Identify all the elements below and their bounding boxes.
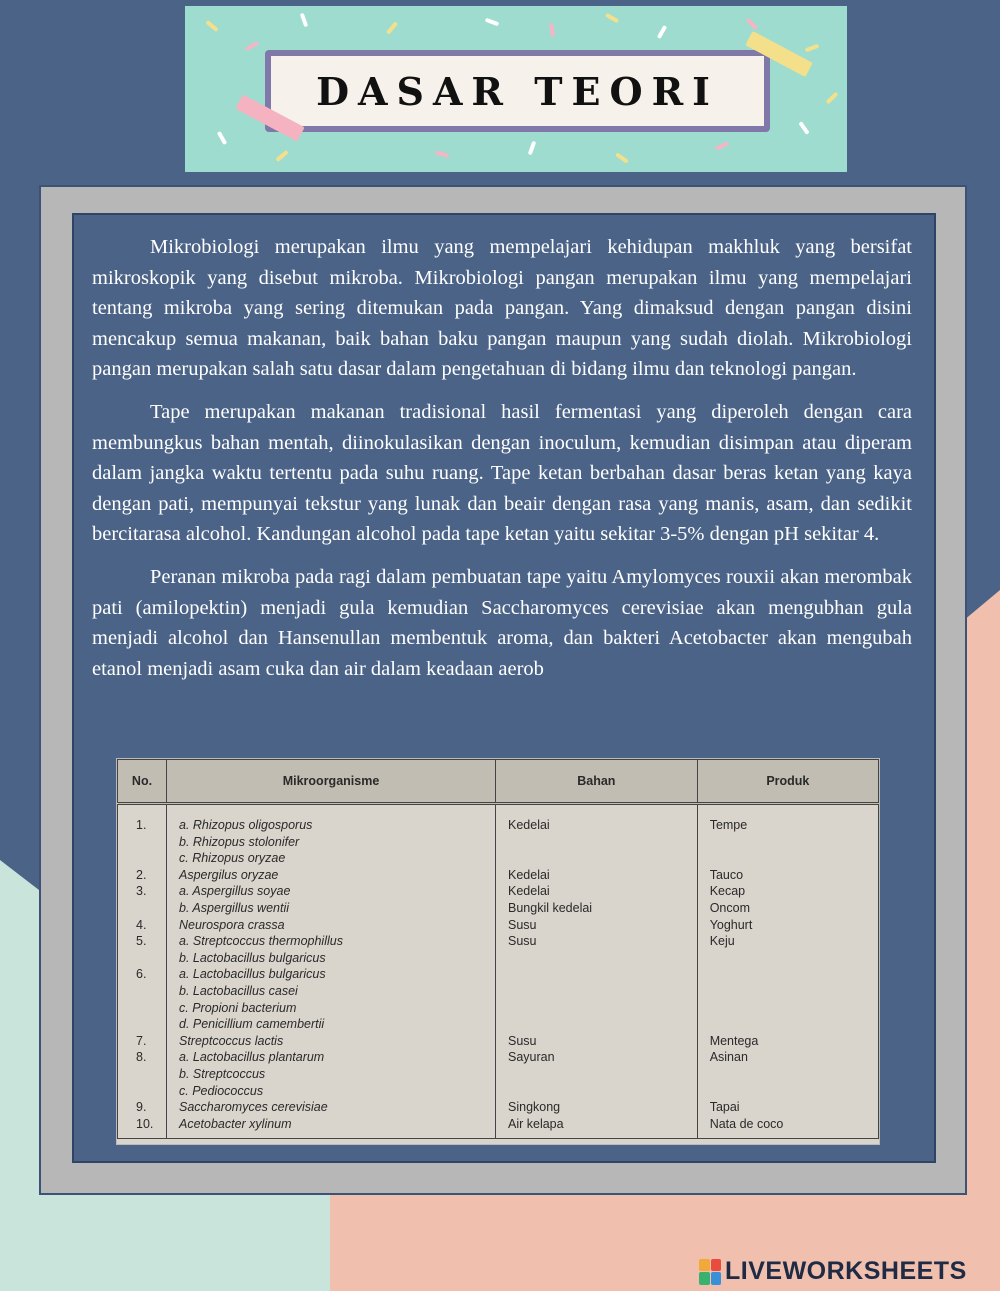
liveworksheets-mark-icon — [699, 1259, 721, 1285]
cell-produk — [697, 983, 878, 1000]
cell-produk: Tempe — [697, 804, 878, 834]
cell-bahan: Susu — [496, 933, 698, 950]
cell-organism: b. Lactobacillus casei — [167, 983, 496, 1000]
table-row — [118, 804, 879, 834]
cell-bahan: Kedelai — [496, 883, 698, 900]
cell-produk: Nata de coco — [697, 1116, 878, 1139]
cell-no: 10. — [118, 1116, 167, 1139]
cell-organism: a. Streptcoccus thermophillus — [167, 933, 496, 950]
cell-no — [118, 1000, 167, 1017]
cell-produk: Tapai — [697, 1099, 878, 1116]
cell-produk: Mentega — [697, 1033, 878, 1050]
cell-bahan — [496, 1083, 698, 1100]
table-header-produk: Produk — [697, 760, 878, 804]
cell-produk — [697, 834, 878, 851]
cell-organism: b. Aspergillus wentii — [167, 900, 496, 917]
cell-bahan — [496, 1066, 698, 1083]
table-row — [118, 966, 879, 983]
cell-no: 5. — [118, 933, 167, 950]
cell-bahan: Kedelai — [496, 804, 698, 834]
cell-no — [118, 1016, 167, 1033]
cell-organism: a. Lactobacillus bulgaricus — [167, 966, 496, 983]
cell-bahan: Bungkil kedelai — [496, 900, 698, 917]
cell-produk — [697, 1000, 878, 1017]
cell-produk: Kecap — [697, 883, 878, 900]
table-row — [118, 950, 879, 967]
body-text — [92, 232, 912, 696]
cell-bahan: Kedelai — [496, 867, 698, 884]
cell-bahan: Air kelapa — [496, 1116, 698, 1139]
cell-bahan — [496, 983, 698, 1000]
cell-no — [118, 950, 167, 967]
cell-organism: Saccharomyces cerevisiae — [167, 1099, 496, 1116]
cell-organism: a. Rhizopus oligosporus — [167, 804, 496, 834]
cell-no — [118, 1066, 167, 1083]
table-row — [118, 1083, 879, 1100]
table-row — [118, 900, 879, 917]
table-row — [118, 983, 879, 1000]
cell-organism: b. Streptcoccus — [167, 1066, 496, 1083]
cell-organism: b. Rhizopus stolonifer — [167, 834, 496, 851]
cell-produk — [697, 950, 878, 967]
cell-produk: Oncom — [697, 900, 878, 917]
cell-organism: d. Penicillium camembertii — [167, 1016, 496, 1033]
table-row — [118, 933, 879, 950]
cell-organism: a. Aspergillus soyae — [167, 883, 496, 900]
table-row — [118, 867, 879, 884]
cell-bahan: Sayuran — [496, 1049, 698, 1066]
cell-bahan — [496, 950, 698, 967]
page-title: DASAR TEORI — [316, 68, 719, 114]
cell-bahan — [496, 834, 698, 851]
cell-organism: Streptcoccus lactis — [167, 1033, 496, 1050]
cell-no — [118, 1083, 167, 1100]
cell-organism: b. Lactobacillus bulgaricus — [167, 950, 496, 967]
paragraph-3: Peranan mikroba pada ragi dalam pembuatan tape yaitu Amylomyces rouxii akan merombak pati (amilopektin) menjadi gula kemudian Saccharomyces cerevisiae akan mengubhan gula menjadi alcohol dan Hansenullan membentuk aroma, dan bakteri Acetobacter akan mengubah etanol menjadi asam cuka dan air dalam keadaan aerob — [92, 565, 912, 680]
table-row — [118, 1099, 879, 1116]
cell-bahan — [496, 1016, 698, 1033]
cell-organism: Aspergilus oryzae — [167, 867, 496, 884]
cell-bahan: Susu — [496, 1033, 698, 1050]
microorganism-table — [117, 759, 879, 1144]
cell-bahan — [496, 850, 698, 867]
cell-produk — [697, 1083, 878, 1100]
table-row — [118, 1049, 879, 1066]
table-row — [118, 1016, 879, 1033]
cell-bahan: Singkong — [496, 1099, 698, 1116]
cell-produk — [697, 966, 878, 983]
cell-produk: Yoghurt — [697, 917, 878, 934]
paragraph-1: Mikrobiologi merupakan ilmu yang mempelajari kehidupan makhluk yang bersifat mikroskopik yang disebut mikroba. Mikrobiologi pangan merupakan ilmu yang mempelajari tentang mikroba yang sering ditemukan pada pangan. Yang dimaksud dengan pangan disini mencakup semua makanan, baik bahan baku pangan maupun yang sudah diolah. Mikrobiologi pangan merupakan salah satu dasar dalam pengetahuan di bidang ilmu dan teknologi pangan. — [92, 236, 912, 381]
cell-no: 6. — [118, 966, 167, 983]
cell-produk: Asinan — [697, 1049, 878, 1066]
cell-organism: c. Pediococcus — [167, 1083, 496, 1100]
cell-organism: Acetobacter xylinum — [167, 1116, 496, 1139]
brand-name: LIVEWORKSHEETS — [725, 1257, 967, 1285]
cell-produk — [697, 1066, 878, 1083]
cell-no: 7. — [118, 1033, 167, 1050]
cell-no: 1. — [118, 804, 167, 834]
table-row — [118, 917, 879, 934]
cell-no — [118, 983, 167, 1000]
table-row — [118, 883, 879, 900]
cell-organism: c. Propioni bacterium — [167, 1000, 496, 1017]
cell-no: 4. — [118, 917, 167, 934]
cell-no — [118, 850, 167, 867]
cell-no — [118, 900, 167, 917]
cell-no: 8. — [118, 1049, 167, 1066]
cell-bahan — [496, 1000, 698, 1017]
table-header-organism: Mikroorganisme — [167, 760, 496, 804]
liveworksheets-logo — [699, 1257, 967, 1286]
cell-produk: Keju — [697, 933, 878, 950]
table-row — [118, 1066, 879, 1083]
cell-produk: Tauco — [697, 867, 878, 884]
cell-no: 3. — [118, 883, 167, 900]
table-row — [118, 1033, 879, 1050]
paragraph-2: Tape merupakan makanan tradisional hasil fermentasi yang diperoleh dengan cara membungkus bahan mentah, diinokulasikan dengan inoculum, kemudian disimpan atau diperam dalam jangka waktu tertentu pada suhu ruang. Tape ketan berbahan dasar beras ketan yang kaya dengan pati, mempunyai tekstur yang lunak dan beair dengan rasa yang manis, asam, dan sedikit bercitarasa alcohol. Kandungan alcohol pada tape ketan yaitu sekitar 3-5% dengan pH sekitar 4. — [92, 400, 912, 546]
cell-bahan: Susu — [496, 917, 698, 934]
cell-organism: Neurospora crassa — [167, 917, 496, 934]
table-row — [118, 850, 879, 867]
cell-no: 9. — [118, 1099, 167, 1116]
cell-produk — [697, 1016, 878, 1033]
cell-no — [118, 834, 167, 851]
table-header-no: No. — [118, 760, 167, 804]
cell-produk — [697, 850, 878, 867]
cell-no: 2. — [118, 867, 167, 884]
cell-bahan — [496, 966, 698, 983]
title-banner — [185, 6, 847, 172]
cell-organism: c. Rhizopus oryzae — [167, 850, 496, 867]
cell-organism: a. Lactobacillus plantarum — [167, 1049, 496, 1066]
table-row — [118, 834, 879, 851]
table-row — [118, 1000, 879, 1017]
table-row — [118, 1116, 879, 1139]
table-header-bahan: Bahan — [496, 760, 698, 804]
